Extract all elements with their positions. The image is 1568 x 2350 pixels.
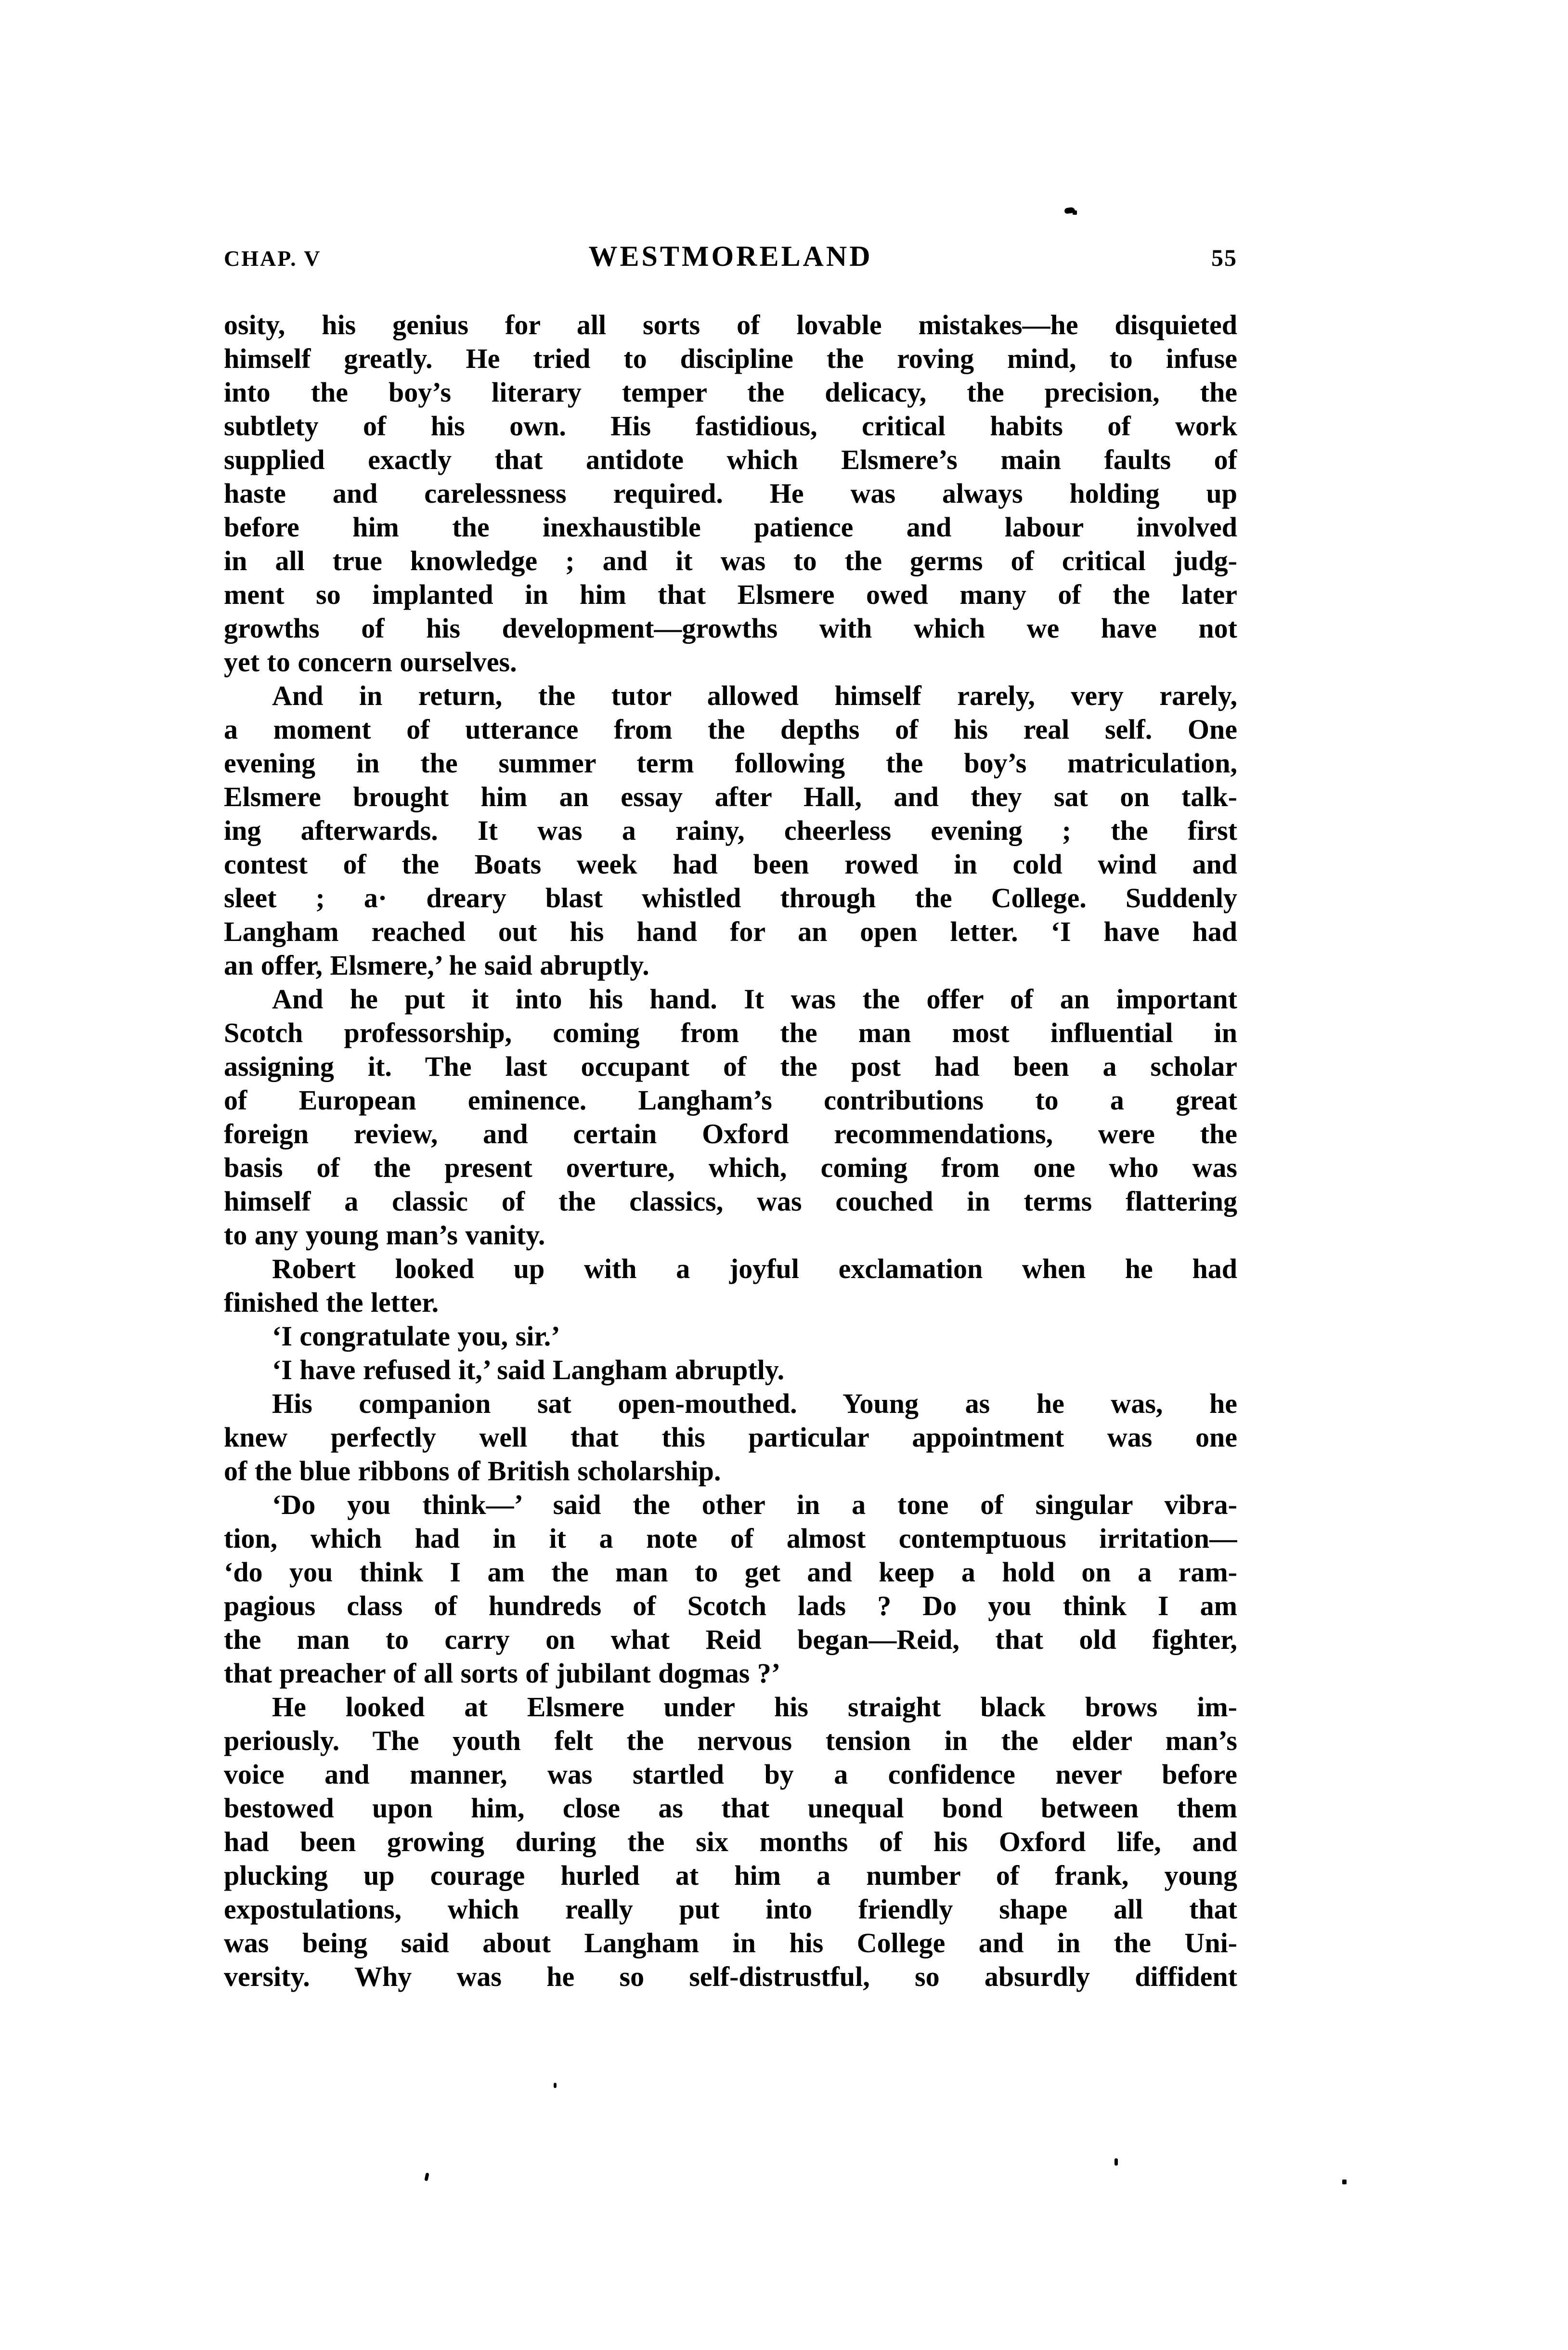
running-title: WESTMORELAND — [588, 240, 873, 272]
chapter-label: CHAP. V — [224, 246, 322, 271]
page-header — [224, 240, 1237, 274]
text-line: that preacher of all sorts of jubilant dogmas ?’ — [224, 1658, 781, 1689]
text-line: before him the inexhaustible patience and labour involved — [224, 511, 1237, 543]
text-line: His companion sat open-mouthed. Young as he was, he — [272, 1388, 1237, 1419]
text-line: in all true knowledge ; and it was to the germs of critical judg- — [224, 545, 1237, 576]
text-line: finished the letter. — [224, 1287, 439, 1318]
text-line: subtlety of his own. His fastidious, critical habits of work — [224, 410, 1237, 442]
text-line: was being said about Langham in his College and in the Uni- — [224, 1927, 1237, 1958]
scan-artifact — [424, 2172, 429, 2181]
text-line: assigning it. The last occupant of the post had been a scholar — [224, 1051, 1237, 1082]
text-line: voice and manner, was startled by a confidence never before — [224, 1759, 1237, 1790]
paragraph — [224, 982, 1237, 1252]
text-line: a moment of utterance from the depths of his real self. One — [224, 714, 1237, 745]
text-line: had been growing during the six months of his Oxford life, and — [224, 1826, 1237, 1857]
text-line: sleet ; a· dreary blast whistled through the College. Suddenly — [224, 882, 1237, 914]
text-line: ‘Do you think—’ said the other in a tone of singular vibra- — [272, 1489, 1237, 1520]
text-line: contest of the Boats week had been rowed in cold wind and — [224, 849, 1237, 880]
text-line: himself a classic of the classics, was couched in terms flattering — [224, 1186, 1237, 1217]
text-line: plucking up courage hurled at him a number of frank, young — [224, 1860, 1237, 1891]
paragraph — [224, 1690, 1237, 1994]
text-line: to any young man’s vanity. — [224, 1219, 545, 1251]
text-line: versity. Why was he so self-distrustful, so absurdly diffident — [224, 1961, 1237, 1992]
text-line: And in return, the tutor allowed himself rarely, very rarely, — [272, 680, 1237, 711]
page-number: 55 — [1211, 244, 1237, 271]
text-line: ‘do you think I am the man to get and keep a hold on a ram- — [224, 1556, 1237, 1588]
text-line: And he put it into his hand. It was the offer of an important — [272, 983, 1237, 1015]
text-line: foreign review, and certain Oxford recommendations, were the — [224, 1118, 1237, 1149]
text-line: himself greatly. He tried to discipline the roving mind, to infuse — [224, 343, 1237, 374]
text-line: into the boy’s literary temper the delicacy, the precision, the — [224, 377, 1237, 408]
text-line: ‘I congratulate you, sir.’ — [272, 1320, 560, 1352]
text-line: the man to carry on what Reid began—Reid, that old fighter, — [224, 1624, 1237, 1655]
text-line: pagious class of hundreds of Scotch lads ? Do you think I am — [224, 1590, 1237, 1621]
paragraph — [224, 679, 1237, 982]
text-line: evening in the summer term following the boy’s matriculation, — [224, 747, 1237, 779]
scan-artifact — [1342, 2180, 1347, 2184]
text-line: osity, his genius for all sorts of lovable mistakes—he disquieted — [224, 309, 1237, 340]
paragraph — [224, 1387, 1237, 1488]
text-block — [224, 308, 1237, 1994]
text-line: of the blue ribbons of British scholarship. — [224, 1455, 721, 1487]
text-line: supplied exactly that antidote which Elsmere’s main faults of — [224, 444, 1237, 475]
text-line: an offer, Elsmere,’ he said abruptly. — [224, 950, 649, 981]
text-line: Langham reached out his hand for an open letter. ‘I have had — [224, 916, 1237, 947]
text-line: ‘I have refused it,’ said Langham abruptly. — [272, 1354, 785, 1385]
scan-artifact — [1114, 2158, 1118, 2166]
text-line: growths of his development—growths with which we have not — [224, 613, 1237, 644]
text-line: ment so implanted in him that Elsmere owed many of the later — [224, 579, 1237, 610]
scan-artifact — [554, 2083, 557, 2088]
text-line: Robert looked up with a joyful exclamation when he had — [272, 1253, 1237, 1284]
text-line: tion, which had in it a note of almost contemptuous irritation— — [224, 1523, 1237, 1554]
text-line: ing afterwards. It was a rainy, cheerless evening ; the first — [224, 815, 1237, 846]
text-line: Elsmere brought him an essay after Hall, and they sat on talk- — [224, 781, 1237, 812]
paragraph — [224, 308, 1237, 679]
paragraph — [224, 1353, 1237, 1387]
text-line: expostulations, which really put into friendly shape all that — [224, 1893, 1237, 1925]
text-line: He looked at Elsmere under his straight black brows im- — [272, 1691, 1237, 1723]
text-line: bestowed upon him, close as that unequal bond between them — [224, 1792, 1237, 1824]
paragraph — [224, 1252, 1237, 1319]
text-line: knew perfectly well that this particular appointment was one — [224, 1422, 1237, 1453]
text-line: basis of the present overture, which, coming from one who was — [224, 1152, 1237, 1183]
paragraph — [224, 1319, 1237, 1353]
paragraph — [224, 1488, 1237, 1690]
text-line: yet to concern ourselves. — [224, 646, 517, 678]
text-line: periously. The youth felt the nervous tension in the elder man’s — [224, 1725, 1237, 1756]
scan-artifact — [1073, 210, 1077, 215]
text-line: of European eminence. Langham’s contributions to a great — [224, 1084, 1237, 1116]
text-line: Scotch professorship, coming from the man most influential in — [224, 1017, 1237, 1048]
text-line: haste and carelessness required. He was always holding up — [224, 478, 1237, 509]
